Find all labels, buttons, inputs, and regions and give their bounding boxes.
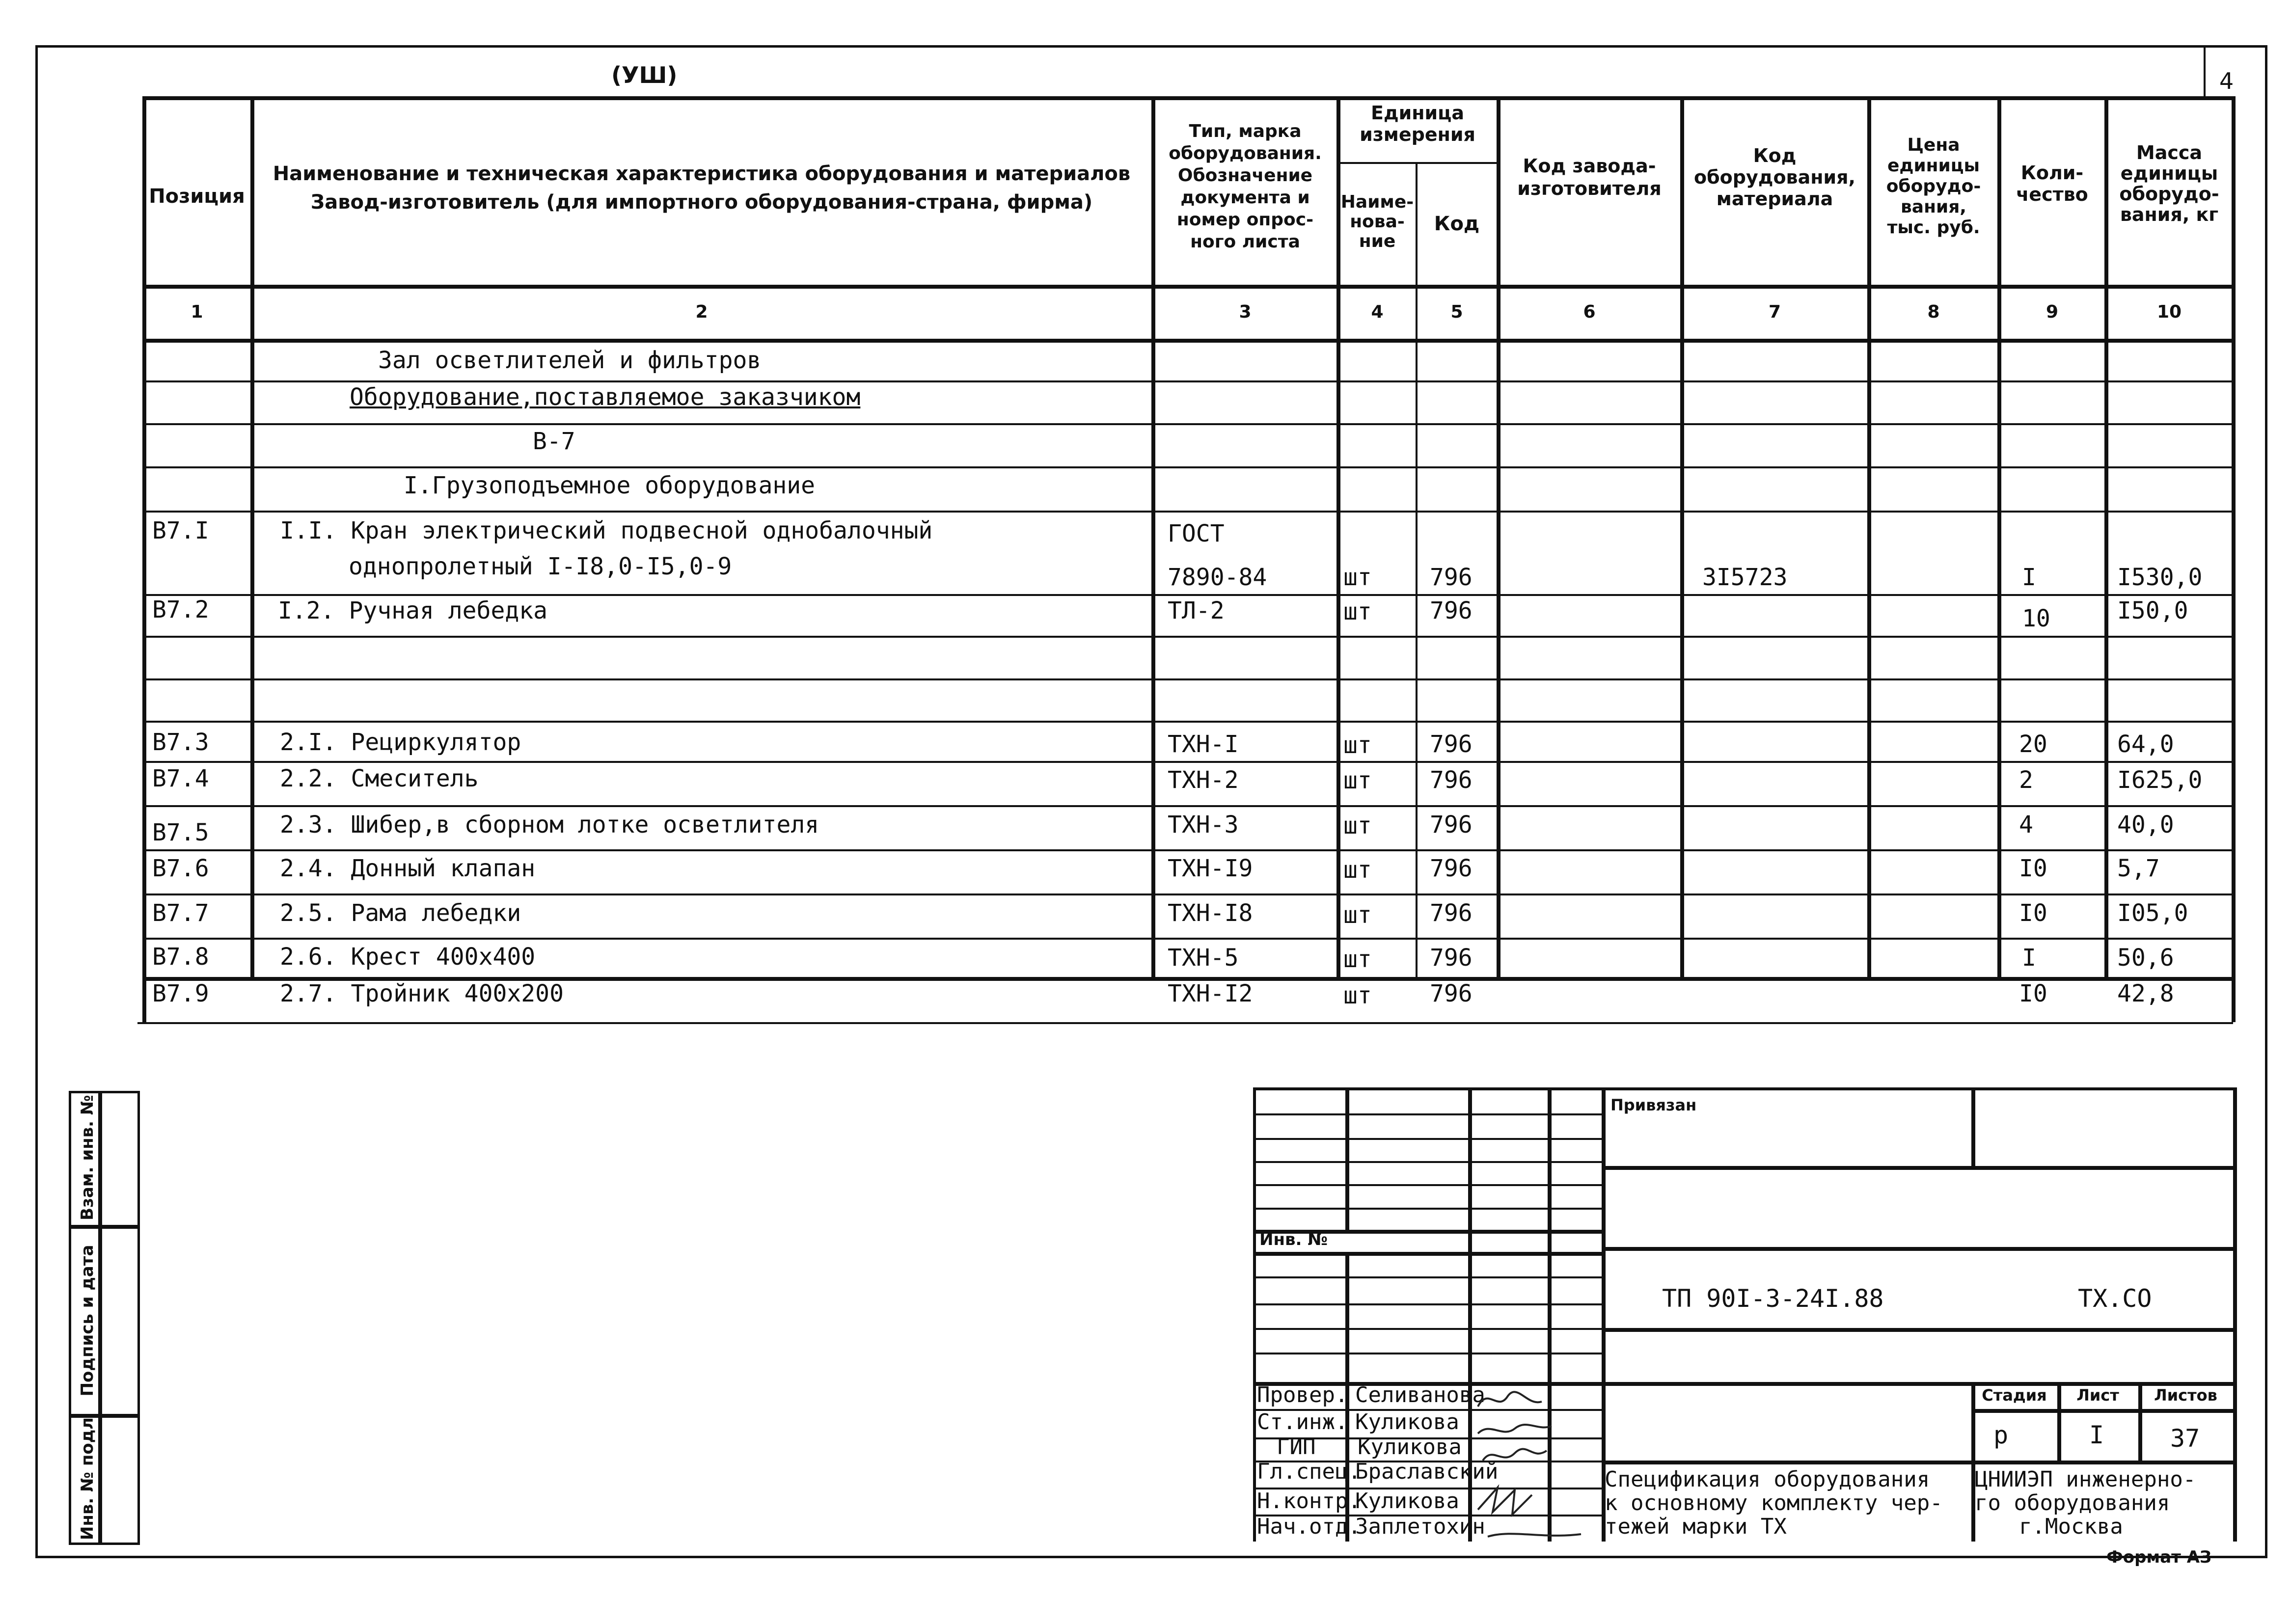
col-header-equip-line: Код [1753, 145, 1797, 166]
org-line: го оборудования [1975, 1490, 2170, 1516]
grid-line [1253, 1113, 1602, 1115]
col-header-price [1869, 135, 1998, 238]
title-line [1602, 1166, 2234, 1170]
table-top-line [142, 96, 2233, 100]
col-header-unit-line: ние [1359, 231, 1396, 251]
row-name-continued: однопролетный I-I8,0-I5,0-9 [349, 553, 732, 580]
col-header-plant-line: изготовителя [1517, 178, 1662, 199]
side-stamp-divider [98, 1091, 102, 1545]
row-type: ТХН-I2 [1168, 980, 1253, 1007]
row-position: В7.I [152, 517, 209, 544]
row-mass: 42,8 [2117, 980, 2174, 1007]
privyazan-label: Привязан [1610, 1096, 1697, 1114]
doc-code: ТП 90I-3-24I.88 [1662, 1284, 1884, 1313]
grid-line [1253, 1184, 1602, 1186]
row-name: 2.5. Рама лебедки [280, 899, 521, 927]
col-line-8 [1997, 96, 2001, 978]
col-header-equip-code [1682, 145, 1867, 210]
row-mass: I625,0 [2117, 766, 2203, 794]
inv-no-label: Инв. № [1259, 1230, 1328, 1249]
col-header-price-line: единицы [1887, 156, 1980, 176]
row-unit: шт [1343, 901, 1372, 929]
header-bottom-line [142, 285, 2233, 289]
row-position: В7.2 [152, 596, 209, 623]
col-number: 1 [191, 302, 203, 322]
row-qty: I0 [2019, 855, 2047, 882]
row-line [142, 805, 2233, 807]
row-position: В7.9 [152, 980, 209, 1007]
row-type: ТХН-I8 [1168, 899, 1253, 927]
row-mass: 64,0 [2117, 731, 2174, 758]
row-name: I.I. Кран электрический подвесной однобалочный [280, 517, 933, 544]
row-unit-code: 796 [1430, 855, 1473, 882]
signer-role: Нач.отд. [1257, 1514, 1361, 1539]
col-header-mass-line: оборудо- [2119, 183, 2219, 205]
signer-name: Селиванова [1355, 1382, 1485, 1407]
row-line [142, 380, 2233, 382]
col-header-unit-group [1338, 102, 1497, 145]
row-equip-code: 3I5723 [1702, 564, 1788, 591]
row-position: В7.5 [152, 819, 209, 846]
row-unit-code: 796 [1430, 766, 1473, 794]
col-header-type-line: номер опрос- [1176, 210, 1314, 230]
org-line: г.Москва [2019, 1514, 2123, 1539]
grid-line [1253, 1138, 1602, 1140]
col-header-mass [2106, 142, 2232, 225]
numbers-bottom-line [142, 339, 2233, 343]
section-title-hall: Зал осветлителей и фильтров [378, 347, 762, 374]
row-name: I.2. Ручная лебедка [278, 597, 548, 624]
col-number: 9 [2046, 302, 2059, 322]
row-line [142, 423, 2233, 425]
side-stamp-line [69, 1225, 140, 1229]
row-unit: шт [1343, 767, 1372, 794]
signer-name: Заплетохин [1355, 1514, 1485, 1539]
signatures-drawing [1468, 1382, 1602, 1542]
signer-role: Гл.спец. [1257, 1459, 1361, 1484]
col-line-5 [1497, 96, 1500, 978]
col-header-price-line: Цена [1907, 135, 1960, 155]
grid-line [1253, 1161, 1602, 1163]
row-type: ТХН-5 [1168, 944, 1239, 972]
col-header-unit-code: Код [1434, 213, 1480, 235]
stage-label: Стадия [1982, 1386, 2047, 1405]
row-qty: 20 [2019, 731, 2047, 758]
col-header-unit-name [1338, 192, 1416, 251]
org-line: ЦНИИЭП инженерно- [1975, 1467, 2196, 1492]
row-unit-code: 796 [1430, 899, 1473, 927]
col-header-mass-line: вания, кг [2120, 204, 2219, 225]
col-number: 4 [1371, 302, 1384, 322]
col-header-mass-line: Масса [2136, 142, 2203, 163]
doc-title-line: к основному комплекту чер- [1605, 1490, 1943, 1516]
row-line [142, 678, 2233, 680]
row-line [142, 893, 2233, 895]
corner-sheet-number: 4 [2219, 68, 2234, 94]
col-header-type-line: Обозначение [1177, 165, 1313, 186]
grid-line [1253, 1252, 1602, 1256]
side-stamp-podpis: Подпись и дата [78, 1245, 97, 1397]
row-line [142, 761, 2233, 763]
col-header-price-line: тыс. руб. [1887, 217, 1980, 238]
row-unit-code: 796 [1430, 597, 1473, 624]
row-unit: шт [1343, 946, 1372, 973]
row-unit: шт [1343, 812, 1372, 839]
col-header-position: Позиция [149, 185, 245, 208]
col-number: 3 [1239, 302, 1252, 322]
col-header-type-line: Тип, марка [1189, 121, 1302, 141]
col-line-4 [1416, 162, 1418, 978]
signer-role: Ст.инж. [1257, 1409, 1348, 1435]
row-unit-code: 796 [1430, 564, 1473, 591]
col-header-price-line: оборудо- [1886, 176, 1981, 196]
row-unit-code: 796 [1430, 944, 1473, 972]
row-qty: I0 [2019, 899, 2047, 927]
row-qty: I0 [2019, 980, 2047, 1007]
row-line [142, 938, 2233, 940]
col-number: 6 [1583, 302, 1596, 322]
stage-value: р [1993, 1421, 2009, 1449]
col-header-type [1154, 120, 1336, 253]
row-mass: I05,0 [2117, 899, 2188, 927]
doc-title [1605, 1468, 1943, 1539]
row-type: ТЛ-2 [1168, 597, 1225, 624]
signer-name: Куликова [1358, 1435, 1462, 1460]
col-number: 10 [2156, 302, 2182, 322]
col-header-type-line: ного листа [1190, 232, 1300, 252]
unit-group-divider [1336, 162, 1499, 164]
sheets-value: 37 [2170, 1424, 2200, 1453]
row-name: 2.3. Шибер,в сборном лотке осветлителя [280, 811, 819, 839]
grid-line [1253, 1208, 1602, 1210]
title-line [2233, 1087, 2237, 1542]
col-header-plant-line: Код завода- [1523, 155, 1656, 177]
col-header-type-line: документа и [1180, 188, 1310, 208]
table-end-line [137, 1022, 2233, 1024]
row-mass: I50,0 [2117, 597, 2188, 624]
row-name: 2.6. Крест 400х400 [280, 943, 536, 971]
row-line [142, 636, 2233, 638]
row-line [142, 466, 2233, 468]
col-header-type-line: оборудования. [1169, 143, 1322, 163]
col-header-qty-line: чество [2016, 184, 2088, 205]
row-type: ТХН-I9 [1168, 855, 1253, 882]
col-header-name [252, 160, 1151, 217]
side-stamp-inv-podl: Инв. № подл [78, 1417, 97, 1541]
col-line-6 [1680, 96, 1684, 978]
row-line [142, 721, 2233, 723]
row-qty: I [2022, 944, 2036, 972]
unit-group-line: измерения [1360, 124, 1475, 145]
signer-role: ГИП [1277, 1435, 1316, 1460]
col-line-9 [2104, 96, 2108, 978]
row-type: ТХН-I [1168, 731, 1239, 758]
col-header-unit-line: Наиме- [1340, 192, 1414, 212]
row-name: 2.I. Рециркулятор [280, 729, 521, 756]
col-header-mass-line: единицы [2120, 162, 2218, 184]
row-mass: 40,0 [2117, 811, 2174, 839]
col-line-0 [142, 96, 146, 1022]
row-position: В7.4 [152, 765, 209, 792]
sheets-label: Листов [2154, 1386, 2217, 1405]
row-unit: шт [1343, 731, 1372, 759]
row-name: 2.4. Донный клапан [280, 855, 536, 882]
col-line-1 [250, 96, 254, 978]
row-type-continued: 7890-84 [1168, 564, 1267, 591]
doc-title-line: тежей марки ТХ [1605, 1514, 1787, 1539]
row-unit: шт [1343, 982, 1372, 1009]
row-qty: 10 [2022, 605, 2050, 632]
doc-mark: ТХ.СО [2078, 1284, 2152, 1313]
row-line [142, 849, 2233, 851]
grid-line [1253, 1276, 1602, 1278]
signer-name: Куликова [1355, 1489, 1459, 1514]
row-unit: шт [1343, 598, 1372, 625]
row-mass: 50,6 [2117, 944, 2174, 972]
section-title-group1: I.Грузоподъемное оборудование [404, 472, 816, 499]
row-position: В7.7 [152, 899, 209, 927]
col-header-equip-line: материала [1716, 188, 1833, 210]
col-header-qty [1999, 162, 2105, 205]
col-header-qty-line: Коли- [2020, 162, 2084, 184]
col-header-name-line: Завод-изготовитель (для импортного оборудования-страна, фирма) [310, 191, 1093, 214]
row-unit: шт [1343, 856, 1372, 884]
unit-group-line: Единица [1371, 102, 1464, 124]
row-mass: 5,7 [2117, 855, 2160, 882]
title-line [1602, 1461, 2234, 1464]
side-stamp-vzam: Взам. инв. № [78, 1095, 97, 1220]
row-line [142, 594, 2233, 596]
col-number: 2 [695, 302, 708, 322]
col-header-name-line: Наименование и техническая характеристика оборудования и материалов [273, 162, 1131, 185]
row-position: В7.3 [152, 729, 209, 756]
top-label: (УШ) [611, 62, 678, 88]
row-unit-code: 796 [1430, 731, 1473, 758]
row-qty: I [2022, 564, 2036, 591]
row-unit-code: 796 [1430, 980, 1473, 1007]
col-header-plant-code [1499, 155, 1680, 200]
row-type: ТХН-3 [1168, 811, 1239, 839]
sheet-value: I [2089, 1421, 2104, 1449]
org-name [1975, 1468, 2196, 1539]
signer-name: Куликова [1355, 1409, 1459, 1435]
col-number: 5 [1450, 302, 1463, 322]
col-number: 7 [1768, 302, 1781, 322]
row-position: В7.8 [152, 943, 209, 971]
sheet-label: Лист [2076, 1386, 2119, 1405]
row-type: ГОСТ [1168, 520, 1225, 547]
col-header-price-line: вания, [1901, 197, 1966, 217]
format-label: Формат АЗ [2106, 1547, 2212, 1567]
signer-role: Н.контр. [1257, 1489, 1361, 1514]
signer-role: Провер. [1257, 1382, 1348, 1407]
row-mass: I530,0 [2117, 564, 2203, 591]
row-position: В7.6 [152, 855, 209, 882]
signer-name: Браславский [1355, 1459, 1499, 1484]
col-line-10 [2232, 96, 2236, 1022]
doc-title-line: Спецификация оборудования [1605, 1467, 1930, 1492]
grid-line [1253, 1353, 1602, 1354]
row-unit-code: 796 [1430, 811, 1473, 839]
col-header-unit-line: нова- [1350, 212, 1405, 232]
title-line [1971, 1409, 2234, 1413]
title-line [1602, 1328, 2234, 1332]
row-unit: шт [1343, 564, 1372, 591]
row-name: 2.7. Тройник 400х200 [280, 980, 564, 1007]
row-qty: 2 [2019, 766, 2033, 794]
grid-line [1253, 1328, 1602, 1330]
title-line [1971, 1087, 1975, 1166]
col-header-equip-line: оборудования, [1694, 166, 1855, 188]
row-line [142, 511, 2233, 513]
row-qty: 4 [2019, 811, 2033, 839]
col-number: 8 [1927, 302, 1940, 322]
row-name: 2.2. Смеситель [280, 765, 479, 792]
grid-line [1253, 1303, 1602, 1305]
row-type: ТХН-2 [1168, 766, 1239, 794]
section-title-supplied: Оборудование,поставляемое заказчиком [350, 383, 861, 411]
title-line [1602, 1247, 2234, 1251]
section-title-block: В-7 [533, 428, 575, 455]
corner-divider [2204, 45, 2206, 98]
